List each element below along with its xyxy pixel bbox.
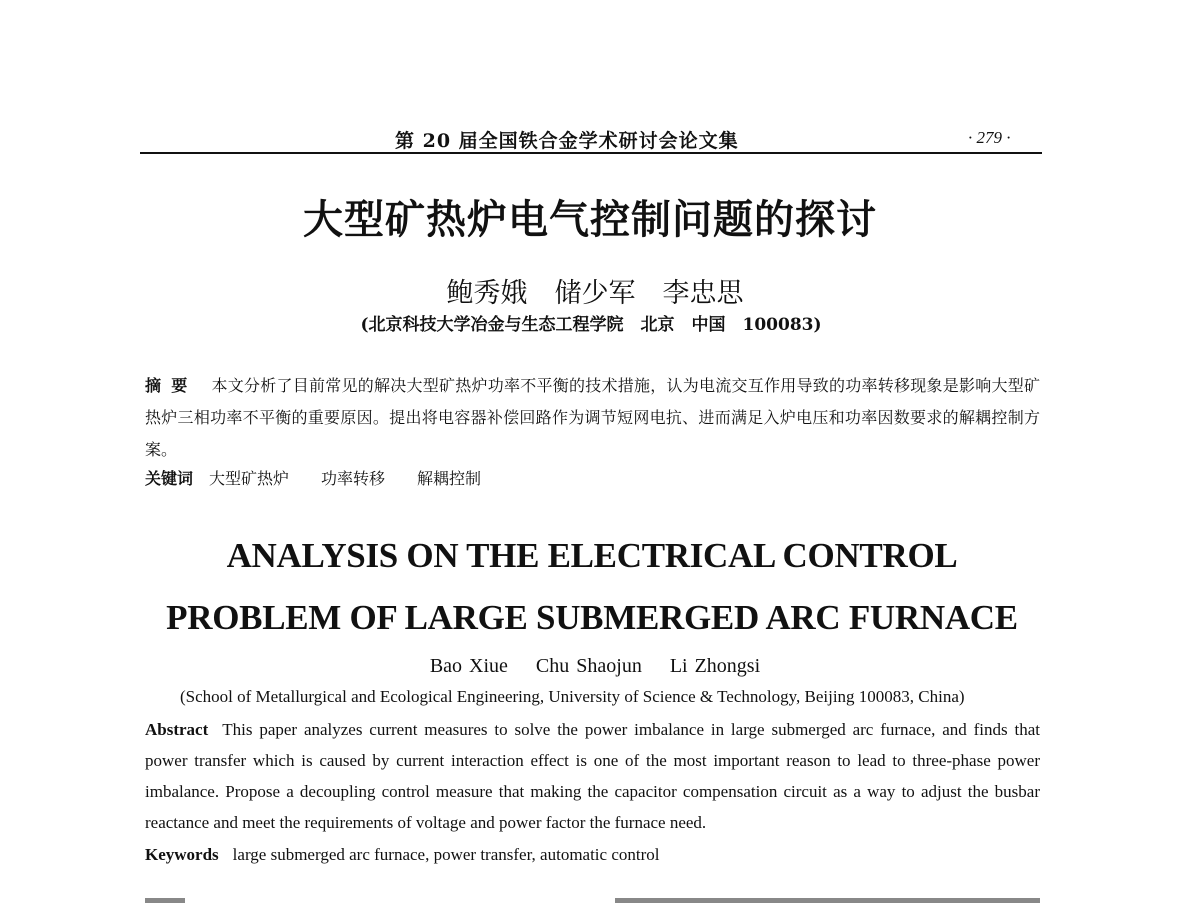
english-title-line-2: PROBLEM OF LARGE SUBMERGED ARC FURNACE	[166, 598, 1018, 637]
header-rule	[140, 152, 1042, 154]
chinese-affiliation: (北京科技大学冶金与生态工程学院 北京 中国 100083)	[360, 315, 822, 335]
english-abstract-text: This paper analyzes current measures to solve the power imbalance in large submerged arc furnace, and finds that power transfer which is caused by current interaction effect is one of the most important reason to lead to three-phase power imbalance. Propose a decoupling control measure that making the capacitor compensation circuit as a way to adjust the busbar reactance and meet the requirements of voltage and power factor the furnace need.	[145, 720, 1040, 832]
english-keywords-label: Keywords	[145, 845, 219, 864]
chinese-keywords	[145, 466, 481, 492]
chinese-keywords-text: 大型矿热炉 功率转移 解耦控制	[209, 469, 482, 488]
page-number: · 279 ·	[968, 128, 1011, 147]
chinese-authors: 鲍秀娥 储少军 李忠思	[446, 278, 744, 309]
english-authors-text: Bao Xiue Chu Shaojun Li Zhongsi	[429, 655, 761, 677]
chinese-abstract	[145, 370, 1040, 466]
chinese-abstract-text: 本文分析了目前常见的解决大型矿热炉功率不平衡的技术措施，认为电流交互作用导致的功率转移现象是影响大型矿热炉三相功率不平衡的重要原因。提出将电容器补偿回路作为调节短网电抗、进而满足入炉电压和功率因数要求的解耦控制方案。	[145, 376, 1040, 459]
chinese-title: 大型矿热炉电气控制问题的探讨	[303, 197, 877, 243]
running-header-title: 第 20 届全国铁合金学术研讨会论文集	[395, 130, 739, 152]
english-keywords-text: large submerged arc furnace, power transfer, automatic control	[232, 845, 660, 864]
cutoff-text-fragment-left	[145, 898, 185, 903]
chinese-abstract-label: 摘要	[145, 376, 198, 395]
english-title-line-1: ANALYSIS ON THE ELECTRICAL CONTROL	[226, 536, 958, 575]
english-abstract	[145, 714, 1040, 838]
english-affiliation: (School of Metallurgical and Ecological Engineering, University of Science & Technology, Beijing 100083, China)	[180, 687, 965, 706]
chinese-keywords-label: 关键词	[145, 469, 194, 488]
english-abstract-label: Abstract	[145, 720, 209, 739]
cutoff-text-fragment-right	[615, 898, 1040, 903]
english-keywords	[145, 842, 659, 868]
english-authors	[0, 655, 1190, 678]
